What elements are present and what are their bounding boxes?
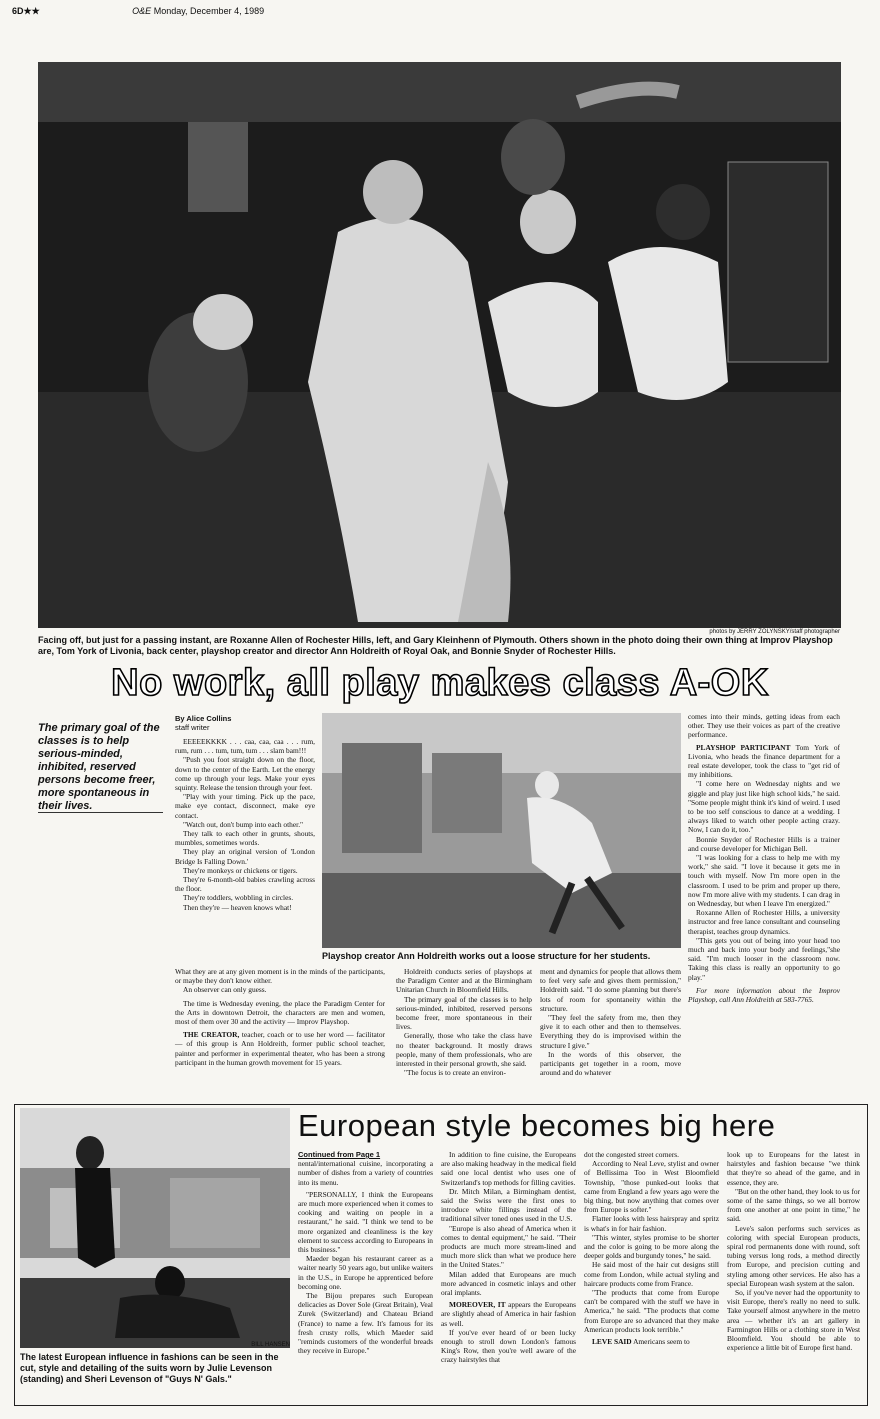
europe-photo-image: [20, 1108, 290, 1348]
paragraph: "Watch out, don't bump into each other.": [183, 819, 304, 829]
paragraph: An observer can only guess.: [183, 985, 267, 995]
paragraph: "The focus is to create an environ-: [404, 1068, 506, 1078]
issue-date: Monday, December 4, 1989: [153, 6, 265, 16]
article-column-3: [540, 967, 681, 1077]
paragraph: Milan added that Europeans are much more advanced in cosmetic inlays and other oral implants.: [441, 1269, 576, 1298]
paragraph: dot the congested street corners.: [584, 1150, 680, 1159]
article-column-4: [688, 712, 840, 1004]
europe-column-4: [727, 1150, 860, 1352]
paragraph: The primary goal of the classes is to help serious-minded, inhibited, reserved persons become freer, more spontaneous in their lives.: [396, 994, 532, 1032]
europe-column-1: [298, 1150, 433, 1355]
paragraph: "Push you foot straight down on the floor, down to the center of the Earth. Let the energy come up through your legs. Make your eyes squinty. Release the tension through your feet.: [175, 755, 315, 793]
article-column-1b: [175, 967, 385, 1067]
paragraph: Flatter looks with less hairspray and spritz is what's in for hair fashion.: [584, 1214, 719, 1233]
subhead-lead: PLAYSHOP PARTICIPANT: [696, 742, 791, 752]
page-number: 6D★★: [12, 6, 40, 16]
europe-headline: European style becomes big here: [298, 1108, 776, 1143]
paragraph: According to Neal Leve, stylist and owner of Bellissima Too in West Bloomfield Township, "those punked-out looks that came from England a few years ago were the big thing, but now anything that comes over from Europe is softer.": [584, 1159, 719, 1215]
subhead-lead: THE CREATOR,: [183, 1030, 240, 1040]
paragraph: "I come here on Wednesday nights and we giggle and play just like high school kids," he said. "Some people might think it's kind of weird. I used to be too self conscious to dance at a wedding. I always liked to watch other people acting crazy. Now, I can do it, too.": [688, 779, 840, 835]
paragraph: Then they're — heaven knows what!: [183, 902, 292, 912]
paragraph: In the words of this observer, the participants get together in a room, move around and do whatever: [540, 1049, 681, 1078]
europe-column-2: [441, 1150, 576, 1365]
europe-photo: [20, 1108, 290, 1348]
paragraph: "I was looking for a class to help me with my work," she said. "I love it because it gets me in touch with myself. Now I'm more open in the classroom. I used to be prim and proper up there, now I'm more alive with my students. I can drag in on Wednesday, but when I leave I'm energized.": [688, 853, 840, 909]
deck-rule: [38, 812, 163, 813]
paragraph: look up to Europeans for the latest in hairstyles and fashion because "we think that they're so ahead of the game, and in essence, they are.: [727, 1150, 860, 1187]
paragraph: They talk to each other in grunts, shouts, mumbles, sometimes words.: [175, 829, 315, 848]
article-headline: No work, all play makes class A-OK: [111, 662, 769, 704]
europe-photo-credit: BILL HANSEN: [251, 1342, 290, 1348]
paragraph: nental/international cuisine, incorporating a number of dishes from a variety of countries into its menu.: [298, 1159, 433, 1187]
paragraph: So, if you've never had the opportunity to visit Europe, there's really no need to sulk. Take yourself almost anywhere in the metro area — whether it's an art gallery in Farmington Hills or a clothing store in West Bloomfield. You should be able to experience a little bit of Europe first hand.: [727, 1288, 860, 1353]
paragraph: Generally, those who take the class have no theater background. It mostly draws people, many of them professionals, who are interested in their personal growth, she said.: [396, 1031, 532, 1069]
paragraph: What they are at any given moment is in the minds of the participants, or maybe they don't know either.: [175, 967, 385, 986]
paragraph: Leve's salon performs such services as coloring with special European products, spiral rod permanents done with round, soft tubing versus long rods, a method directly from Europe, and precision cutting and styling among other services. He also has a special European wash system at the salon.: [727, 1223, 860, 1288]
paragraph: ment and dynamics for people that allows them to feel very safe and gives them permission," Holdreith said. "I do some planning but there's lots of room for spontaneity within the structure.: [540, 967, 681, 1013]
paragraph: "Europe is also ahead of America when it comes to dental equipment," he said. "Their products are much more stream-lined and much more slick than what we produce here in the United States.": [441, 1223, 576, 1270]
inset-photo: [322, 713, 681, 948]
top-photo: [38, 62, 841, 628]
byline-name: By Alice Collins: [175, 714, 232, 723]
top-photo-caption: Facing off, but just for a passing instant, are Roxanne Allen of Rochester Hills, left, and Gary Kleinhenn of Plymouth. Others shown in the photo doing their own thing at Improv Playshop are, Tom York of Livonia, back center, playshop creator and director Ann Holdreith of Royal Oak, and Bonnie Snyder of Rochester Hills.: [38, 635, 833, 656]
inset-photo-image: [322, 713, 681, 948]
paragraph: The time is Wednesday evening, the place the Paradigm Center for the Arts in downtown Detroit, the characters are men and women, most of them over 30 and the activity — Improv Playshop.: [175, 998, 385, 1027]
paragraph: Bonnie Snyder of Rochester Hills is a trainer and course developer for Michigan Bell.: [688, 834, 840, 853]
paragraph: In addition to fine cuisine, the Europeans are also making headway in the medical field said one local dentist who uses one of Switzerland's top methods for filling cavities.: [441, 1150, 576, 1187]
article-column-1: [175, 737, 315, 912]
paragraph: "But on the other hand, they look to us for some of the same things, so we all borrow from one another at one point in time," he said.: [727, 1186, 860, 1224]
paragraph: "They feel the safety from me, then they give it to each other and then to themselves. Everything they do is improvised within the structure I give.": [540, 1013, 681, 1050]
subhead-lead: MOREOVER, IT: [449, 1300, 506, 1310]
paragraph: "The products that come from Europe can't be compared with the stuff we have in America," he said. "The products that come from Europe are so advanced that they make American products look terrible.": [584, 1288, 719, 1334]
paragraph: Maeder began his restaurant career as a waiter nearly 50 years ago, but unlike waiters in the U.S., in Europe he apprenticed before becoming one.: [298, 1254, 433, 1291]
paragraph: Holdreith conducts series of playshops at the Paradigm Center and at the Birmingham Unitarian Church in Bloomfield Hills.: [396, 967, 532, 995]
byline-title: staff writer: [175, 723, 210, 732]
article-column-2: [396, 967, 532, 1077]
paragraph: They're monkeys or chickens or tigers.: [183, 865, 298, 875]
europe-column-3: [584, 1150, 719, 1346]
paragraph: "This winter, styles promise to be shorter and the color is going to be more along the deeper golds and burgundy tones," he said.: [584, 1232, 719, 1261]
continued-label: Continued from Page 1: [298, 1150, 381, 1159]
paragraph: "Play with your timing. Pick up the pace, make eye contact, disconnect, make eye contact.: [175, 792, 315, 820]
article-deck: The primary goal of the classes is to help serious-minded, inhibited, reserved persons become freer, more spontaneous in their lives.: [38, 722, 160, 812]
paragraph: [584, 1337, 719, 1346]
paragraph-text: Tom York of Livonia, who heads the finance department for a real estate developer, took the class to "get rid of my inhibitions.: [688, 742, 840, 780]
paragraph: They play an original version of 'London Bridge Is Falling Down.': [175, 847, 315, 866]
more-info: For more information about the Improv Playshop, call Ann Holdreith at 583-7765.: [688, 985, 840, 1005]
paragraph-text: Americans seem to: [631, 1337, 690, 1347]
section-name: O&E: [132, 6, 152, 16]
paragraph: They're toddlers, wobbling in circles.: [183, 893, 294, 903]
paragraph: "PERSONALLY, I think the Europeans are much more experienced when it comes to cooking and waiting on people in a restaurant," he said. "I think we tend to be more organized and cleanliness is the key element to success according to Europeans in this business.": [298, 1189, 433, 1255]
paragraph: "This gets you out of being into your head too much and back into your body and feelings,"she said. "I'm much looser in the classroom now. Taking this class is really an opportunity to go play.": [688, 935, 840, 982]
paragraph: Roxanne Allen of Rochester Hills, a university instructor and free lance consultant and counseling therapist, teaches group dynamics.: [688, 908, 840, 936]
paragraph-text: teacher, coach or to use her word — facilitator — of this group is Ann Holdreith, former public school teacher, painter and performer in experimental theater, who has been a strong participant in the human growth movement for 15 years.: [175, 1030, 385, 1067]
subhead-lead: LEVE SAID: [592, 1337, 632, 1347]
top-photo-image: [38, 62, 841, 628]
paragraph: EEEEEKKKK . . . caa, caa, caa . . . rum, rum, rum . . . tum, tum, tum . . . slam bam!!!: [175, 737, 315, 756]
paragraph: If you've ever heard of or been lucky enough to stroll down London's famous King's Row, then you're well aware of the crazy hairstyles that: [441, 1327, 576, 1365]
paragraph: They're 6-month-old babies crawling across the floor.: [175, 875, 315, 894]
paragraph: comes into their minds, getting ideas from each other. They use their voices as part of the creative performance.: [688, 712, 840, 740]
inset-photo-caption: Playshop creator Ann Holdreith works out a loose structure for her students.: [322, 951, 651, 961]
paragraph: [688, 743, 840, 780]
paragraph: The Bijou prepares such European delicacies as Dover Sole (Great Britain), Veal Zurek (Switzerland) and Chateau Briand (France) to name a few. It's famous for its fresh crusty rolls, which Maeder said "reminds customers of the wonderful breads they receive in Europe.": [298, 1291, 433, 1356]
paragraph-text: appears the Europeans are slightly ahead of America in hair fashion as well.: [441, 1300, 576, 1328]
paragraph: He said most of the hair cut designs still come from London, while actual styling and haircare products come from France.: [584, 1260, 719, 1288]
paragraph: [175, 1030, 385, 1067]
paragraph: [441, 1300, 576, 1328]
paragraph: Dr. Mitch Milan, a Birmingham dentist, said the Swiss were the first ones to introduce white fillings instead of the traditional silver toned ones used in the U.S.: [441, 1186, 576, 1224]
byline-block: [175, 714, 315, 732]
europe-photo-caption: The latest European influence in fashions can be seen in the cut, style and detailing of the suits worn by Julie Levenson (standing) and Sheri Levenson of "Guys N' Gals.": [20, 1352, 279, 1384]
folio-line: [12, 6, 264, 17]
top-photo-credit: photos by JERRY ZOLYNSKY/staff photographer: [709, 629, 840, 635]
